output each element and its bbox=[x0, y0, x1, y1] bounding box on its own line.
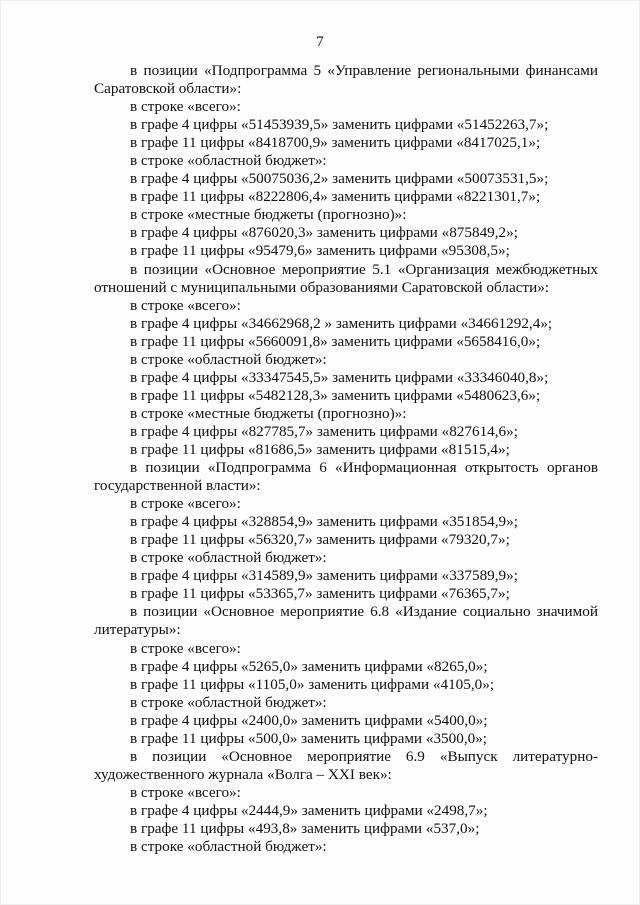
text-line: в строке «всего»: bbox=[130, 783, 241, 801]
text-line: в графе 11 цифры «53365,7» заменить цифрами «76365,7»; bbox=[130, 585, 510, 603]
text-line: в строке «областной бюджет»: bbox=[130, 152, 327, 170]
text-line: в позиции «Подпрограмма 5 «Управление региональными финансами bbox=[130, 62, 598, 79]
text-line: в графе 11 цифры «8222806,4» заменить цифрами «8221301,7»; bbox=[130, 188, 541, 206]
text-line: в строке «местные бюджеты (прогнозно)»: bbox=[130, 206, 407, 224]
text-line: в строке «всего»: bbox=[130, 98, 241, 116]
text-line: в строке «всего»: bbox=[130, 296, 241, 314]
text-line: в позиции «Основное мероприятие 6.9 «Выпуск литературно- bbox=[130, 747, 598, 765]
text-line: в графе 11 цифры «8418700,9» заменить цифрами «8417025,1»; bbox=[130, 134, 541, 152]
text-line: в графе 11 цифры «95479,6» заменить цифрами «95308,5»; bbox=[130, 242, 510, 260]
text-line: отношений с муниципальными образованиями Саратовской области»: bbox=[94, 278, 550, 296]
text-line: в позиции «Основное мероприятие 5.1 «Организация межбюджетных bbox=[130, 260, 598, 278]
text-line: в графе 4 цифры «314589,9» заменить цифрами «337589,9»; bbox=[130, 567, 518, 585]
text-line: в строке «областной бюджет»: bbox=[130, 838, 327, 856]
text-line: в графе 4 цифры «827785,7» заменить цифрами «827614,6»; bbox=[130, 422, 518, 440]
text-line: в графе 4 цифры «50075036,2» заменить цифрами «50073531,5»; bbox=[130, 170, 549, 188]
text-line: в графе 4 цифры «328854,9» заменить цифрами «351854,9»; bbox=[130, 513, 518, 531]
text-line: в графе 11 цифры «493,8» заменить цифрами «537,0»; bbox=[130, 819, 480, 837]
text-line: в графе 4 цифры «5265,0» заменить цифрами «8265,0»; bbox=[130, 657, 488, 675]
text-line: в графе 11 цифры «500,0» заменить цифрами «3500,0»; bbox=[130, 729, 488, 747]
page-number: 7 bbox=[316, 34, 324, 50]
text-line: в строке «всего»: bbox=[130, 639, 241, 657]
document-body bbox=[94, 62, 598, 856]
text-line: в позиции «Основное мероприятие 6.8 «Издание социально значимой bbox=[130, 603, 598, 621]
text-line: художественного журнала «Волга – XXI век»: bbox=[94, 765, 392, 783]
text-line: в позиции «Подпрограмма 6 «Информационная открытость органов bbox=[130, 459, 598, 477]
text-line: в графе 4 цифры «33347545,5» заменить цифрами «33346040,8»; bbox=[130, 368, 549, 386]
text-line: в графе 11 цифры «5482128,3» заменить цифрами «5480623,6»; bbox=[130, 386, 541, 404]
text-line: в графе 11 цифры «81686,5» заменить цифрами «81515,4»; bbox=[130, 440, 510, 458]
text-line: в строке «местные бюджеты (прогнозно)»: bbox=[130, 404, 407, 422]
text-line: Саратовской области»: bbox=[94, 80, 242, 98]
text-line: в строке «областной бюджет»: bbox=[130, 549, 327, 567]
text-line: в графе 4 цифры «2400,0» заменить цифрами «5400,0»; bbox=[130, 711, 488, 729]
text-line: в графе 4 цифры «876020,3» заменить цифрами «875849,2»; bbox=[130, 224, 518, 242]
text-line: в графе 4 цифры «34662968,2 » заменить цифрами «34661292,4»; bbox=[130, 314, 553, 332]
text-line: государственной власти»: bbox=[94, 477, 261, 495]
text-line: в графе 11 цифры «1105,0» заменить цифрами «4105,0»; bbox=[130, 675, 495, 693]
text-line: в строке «всего»: bbox=[130, 495, 241, 513]
text-line: в строке «областной бюджет»: bbox=[130, 350, 327, 368]
text-line: в графе 4 цифры «51453939,5» заменить цифрами «51452263,7»; bbox=[130, 116, 549, 134]
text-line: в графе 11 цифры «56320,7» заменить цифрами «79320,7»; bbox=[130, 531, 510, 549]
text-line: в строке «областной бюджет»: bbox=[130, 693, 327, 711]
text-line: в графе 11 цифры «5660091,8» заменить цифрами «5658416,0»; bbox=[130, 332, 541, 350]
text-line: в графе 4 цифры «2444,9» заменить цифрами «2498,7»; bbox=[130, 801, 488, 819]
text-line: литературы»: bbox=[94, 621, 181, 639]
